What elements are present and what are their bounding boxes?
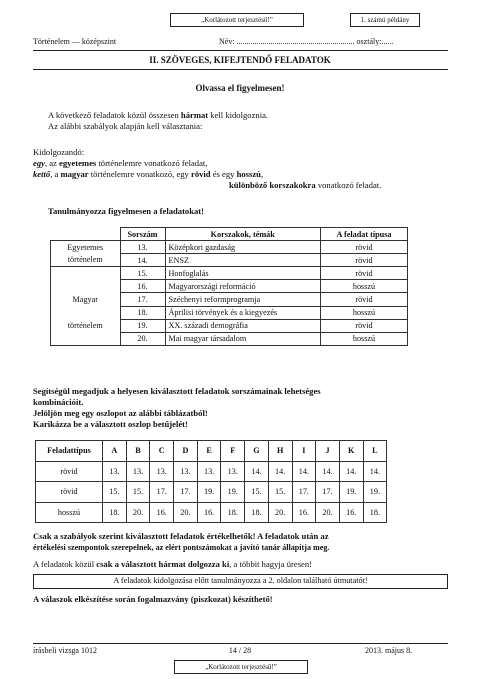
option-column-e[interactable]: E bbox=[197, 441, 221, 462]
option-column-j[interactable]: J bbox=[316, 441, 340, 462]
options-header-row bbox=[36, 441, 387, 462]
task-number: 19. bbox=[120, 319, 165, 332]
option-cell: 13. bbox=[174, 461, 198, 482]
group-hungarian-line2: történelem bbox=[51, 319, 121, 332]
task-type: rövid bbox=[321, 293, 408, 306]
read-carefully-heading: Olvassa el figyelmesen! bbox=[195, 83, 285, 93]
task-topic: XX. századi demográfia bbox=[165, 319, 321, 332]
help-text-line1: Segítségül megadjuk a helyesen kiválasztott feladatok sorszámainak lehetséges bbox=[33, 386, 321, 396]
task-topic: Széchenyi reformprogramja bbox=[165, 293, 321, 306]
table-row bbox=[51, 332, 408, 345]
topics-table bbox=[50, 227, 408, 346]
task-type: hosszú bbox=[321, 332, 408, 345]
option-cell: 15. bbox=[103, 482, 127, 503]
task-number: 16. bbox=[120, 280, 165, 293]
footer-page-number: 14 / 28 bbox=[228, 646, 252, 655]
option-cell: 13. bbox=[150, 461, 174, 482]
option-column-g[interactable]: G bbox=[245, 441, 269, 462]
table-row bbox=[51, 254, 408, 267]
topics-header-topic: Korszakok, témák bbox=[165, 228, 321, 241]
option-cell: 18. bbox=[221, 502, 245, 523]
option-column-k[interactable]: K bbox=[339, 441, 363, 462]
option-cell: 16. bbox=[292, 502, 316, 523]
option-cell: 19. bbox=[339, 482, 363, 503]
rule-universal: egy, az egyetemes történelemre vonatkozó feladat, bbox=[33, 158, 208, 168]
task-topic: Középkori gazdaság bbox=[165, 241, 321, 254]
to-work-out-label: Kidolgozandó: bbox=[33, 147, 85, 157]
group-universal-line1: Egyetemes bbox=[51, 241, 121, 254]
group-hungarian-spacer bbox=[51, 267, 121, 280]
option-row-label: rövid bbox=[36, 461, 103, 482]
option-cell: 13. bbox=[197, 461, 221, 482]
option-column-b[interactable]: B bbox=[126, 441, 150, 462]
scoring-note-line2: értékelési szempontok szerepelnek, az elért pontszámokat a javító tanár állapítja meg. bbox=[33, 543, 330, 552]
topics-header-row bbox=[51, 228, 408, 241]
option-column-l[interactable]: L bbox=[363, 441, 387, 462]
instructions-line2: Az alábbi szabályok alapján kell választania: bbox=[48, 121, 203, 131]
option-cell: 19. bbox=[221, 482, 245, 503]
table-row bbox=[51, 241, 408, 254]
header-rule-bottom bbox=[33, 69, 448, 70]
option-cell: 14. bbox=[292, 461, 316, 482]
option-cell: 16. bbox=[150, 502, 174, 523]
options-table bbox=[35, 440, 387, 523]
subject-label: Történelem — középszint bbox=[33, 37, 117, 46]
task-type: hosszú bbox=[321, 280, 408, 293]
option-cell: 17. bbox=[150, 482, 174, 503]
option-cell: 13. bbox=[126, 461, 150, 482]
table-row bbox=[51, 293, 408, 306]
footer-date: 2013. május 8. bbox=[365, 646, 413, 655]
group-hungarian-spacer bbox=[51, 306, 121, 319]
table-row bbox=[36, 482, 387, 503]
footer-rule bbox=[33, 643, 448, 644]
draft-note: A válaszok elkészítése során fogalmazvány (piszkozat) készíthető! bbox=[33, 594, 273, 604]
option-cell: 14. bbox=[363, 461, 387, 482]
option-cell: 15. bbox=[268, 482, 292, 503]
task-topic: Mai magyar társadalom bbox=[165, 332, 321, 345]
task-number: 14. bbox=[120, 254, 165, 267]
task-topic: Áprilisi törvények és a kiegyezés bbox=[165, 306, 321, 319]
task-type: hosszú bbox=[321, 306, 408, 319]
confidential-stamp-bottom: „Korlátozott terjesztésű!” bbox=[174, 660, 308, 674]
option-column-i[interactable]: I bbox=[292, 441, 316, 462]
option-cell: 17. bbox=[174, 482, 198, 503]
topics-header-type: A feladat típusa bbox=[321, 228, 408, 241]
task-number: 13. bbox=[120, 241, 165, 254]
task-topic: Honfoglalás bbox=[165, 267, 321, 280]
option-cell: 13. bbox=[103, 461, 127, 482]
option-cell: 15. bbox=[245, 482, 269, 503]
scoring-note-line1: Csak a szabályok szerint kiválasztott feladatok értékelhetők! A feladatok után az bbox=[33, 531, 329, 541]
task-topic: Magyarországi reformáció bbox=[165, 280, 321, 293]
task-number: 17. bbox=[120, 293, 165, 306]
option-cell: 18. bbox=[103, 502, 127, 523]
option-cell: 19. bbox=[363, 482, 387, 503]
option-cell: 14. bbox=[245, 461, 269, 482]
help-text-line4: Karikázza be a választott oszlop betűjelét! bbox=[33, 419, 188, 429]
topics-header-empty bbox=[51, 228, 121, 241]
table-row bbox=[51, 280, 408, 293]
option-cell: 20. bbox=[174, 502, 198, 523]
confidential-stamp-top: „Korlátozott terjesztésű!” bbox=[170, 13, 304, 27]
rule-different-eras: különböző korszakokra vonatkozó feladat. bbox=[229, 180, 382, 190]
section-title: II. SZÖVEGES, KIFEJTENDŐ FELADATOK bbox=[149, 55, 331, 65]
option-cell: 20. bbox=[316, 502, 340, 523]
option-column-a[interactable]: A bbox=[103, 441, 127, 462]
header-rule-top bbox=[33, 50, 448, 51]
option-cell: 14. bbox=[316, 461, 340, 482]
option-cell: 14. bbox=[339, 461, 363, 482]
topics-header-number: Sorszám bbox=[120, 228, 165, 241]
choose-note: A feladatok közül csak a választott hármat dolgozza ki, a többit hagyja üresen! bbox=[33, 559, 313, 569]
option-column-h[interactable]: H bbox=[268, 441, 292, 462]
options-header-label: Feladattípus bbox=[36, 441, 103, 462]
instructions-line1: A következő feladatok közül összesen hármat kell kidolgoznia. bbox=[48, 110, 269, 120]
task-type: rövid bbox=[321, 319, 408, 332]
task-number: 18. bbox=[120, 306, 165, 319]
option-cell: 15. bbox=[126, 482, 150, 503]
option-column-c[interactable]: C bbox=[150, 441, 174, 462]
option-cell: 14. bbox=[268, 461, 292, 482]
task-number: 20. bbox=[120, 332, 165, 345]
table-row bbox=[36, 461, 387, 482]
option-row-label: hosszú bbox=[36, 502, 103, 523]
table-row bbox=[51, 306, 408, 319]
option-cell: 20. bbox=[126, 502, 150, 523]
guide-box: A feladatok kidolgozása előtt tanulmányozza a 2. oldalon található útmutatót! bbox=[33, 574, 448, 589]
name-class-field: Név: ........................................................... osztály:...... bbox=[219, 37, 394, 46]
table-row bbox=[51, 319, 408, 332]
group-hungarian-line1: Magyar bbox=[51, 293, 121, 306]
task-topic: ENSZ bbox=[165, 254, 321, 267]
option-cell: 19. bbox=[197, 482, 221, 503]
copy-number-stamp: 1. számú példány bbox=[350, 13, 420, 27]
option-cell: 20. bbox=[268, 502, 292, 523]
task-number: 15. bbox=[120, 267, 165, 280]
group-universal-line2: történelem bbox=[51, 254, 121, 267]
group-hungarian-spacer bbox=[51, 332, 121, 345]
option-cell: 18. bbox=[245, 502, 269, 523]
option-row-label: rövid bbox=[36, 482, 103, 503]
option-cell: 13. bbox=[221, 461, 245, 482]
footer-exam-label: írásbeli vizsga 1012 bbox=[33, 646, 97, 655]
task-type: rövid bbox=[321, 254, 408, 267]
option-cell: 16. bbox=[197, 502, 221, 523]
table-row bbox=[51, 267, 408, 280]
option-cell: 17. bbox=[316, 482, 340, 503]
option-cell: 18. bbox=[363, 502, 387, 523]
help-text-line2: kombinációit. bbox=[33, 397, 84, 407]
task-type: rövid bbox=[321, 241, 408, 254]
rule-hungarian: kettő, a magyar történelemre vonatkozó, egy rövid és egy hosszú, bbox=[33, 169, 264, 179]
help-text-line3: Jelöljön meg egy oszlopot az alábbi táblázatból! bbox=[33, 408, 208, 418]
table-row bbox=[36, 502, 387, 523]
task-type: rövid bbox=[321, 267, 408, 280]
study-tasks-heading: Tanulmányozza figyelmesen a feladatokat! bbox=[48, 206, 205, 216]
option-column-d[interactable]: D bbox=[174, 441, 198, 462]
option-cell: 16. bbox=[339, 502, 363, 523]
group-hungarian-spacer bbox=[51, 280, 121, 293]
option-column-f[interactable]: F bbox=[221, 441, 245, 462]
option-cell: 17. bbox=[292, 482, 316, 503]
